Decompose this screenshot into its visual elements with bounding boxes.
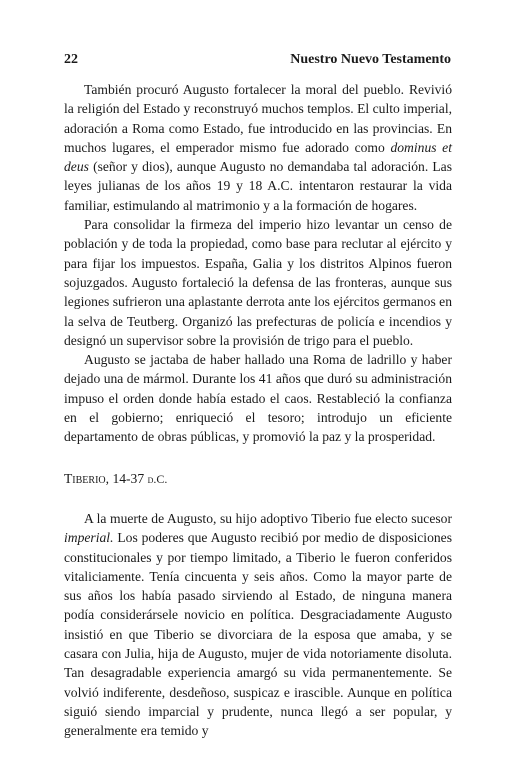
paragraph-culto-imperial	[64, 80, 452, 215]
emphasis-text: imperial.	[64, 530, 114, 546]
section-name: Tiberio	[64, 470, 106, 486]
paragraph-text: A la muerte de Augusto, su hijo adoptivo Tiberio fue electo sucesor	[84, 510, 452, 526]
paragraph-roma-de-marmol: Augusto se jactaba de haber hallado una Roma de ladrillo y haber dejado una de mármol. Durante los 41 años que duró su administración impuso el orden donde había estado el caos. Restableció la confianza en el gobierno; enriqueció el tesoro; introdujo un eficiente departamento de obras públicas, y promovió la paz y la prosperidad.	[64, 352, 452, 445]
section-era: d.C.	[147, 471, 168, 486]
paragraph-text: (señor y dios), aunque Augusto no demandaba tal adoración. Las leyes julianas de los años 19 y 18 A.C. intentaron restaurar la vida familiar, estimulando al matrimonio y a la formación de hogares.	[64, 159, 452, 213]
page-header	[64, 52, 451, 70]
running-title: Nuestro Nuevo Testamento	[290, 52, 451, 67]
section-dates: , 14-37	[105, 470, 148, 486]
section-heading-tiberio	[64, 469, 452, 489]
paragraph-text: También procuró Augusto fortalecer la moral del pueblo. Revivió la religión del Estado y reconstruyó muchos templos. El culto imperial, adoración a Roma como Estado, fue introducido en las provincias. En muchos lugares, el emperador mismo fue adorado como	[64, 82, 452, 155]
emphasis-text: dominus et deus	[64, 139, 452, 175]
body-text	[64, 80, 452, 741]
paragraph-censo: Para consolidar la firmeza del imperio hizo levantar un censo de población y de toda la propiedad, como base para reclutar al ejército y para fijar los impuestos. España, Galia y los distritos Alpinos fueron sojuzgados. Augusto fortaleció la defensa de las fronteras, aunque sus legiones sufrieron una aplastante derrota ante los ejércitos germanos en la selva de Teutberg. Organizó las prefecturas de policía e incendios y designó un supervisor sobre la provisión de trigo para el pueblo.	[64, 217, 452, 348]
paragraph-tiberio	[64, 509, 452, 741]
paragraph-text: Los poderes que Augusto recibió por medio de disposiciones constitucionales y por tiempo limitado, a Tiberio le fueron conferidos vitaliciamente. Tenía cincuenta y seis años. Como la mayor parte de sus años los había pasado sirviendo al Estado, de ninguna manera podía considerársele novicio en política. Desgraciadamente Augusto insistió en que Tiberio se divorciara de la esposa que amaba, y se casara con Julia, hija de Augusto, mujer de vida notoriamente disoluta. Tan desagradable experiencia amargó su vida permanentemente. Se volvió indiferente, desdeñoso, suspicaz e irascible. Aunque en política siguió siendo imparcial y prudente, nunca llegó a ser popular, y generalmente era temido y	[64, 530, 452, 739]
page-number: 22	[64, 52, 78, 67]
